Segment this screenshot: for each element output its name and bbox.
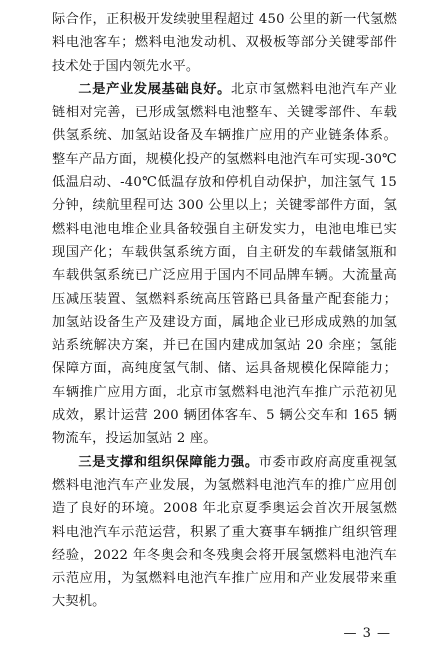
paragraph-2-lead: 二是产业发展基础良好。 <box>78 81 231 97</box>
page-number: — 3 — <box>343 626 391 641</box>
paragraph-3-text: 市委市政府高度重视氢燃料电池汽车产业发展，为氢燃料电池汽车的推广应用创造了良好的环境。2008 年北京夏季奥运会首次开展氢燃料电池汽车示范运营，积累了重大赛事车辆推广组织管理经验，2022 年冬奥会和冬残奥会将开展氢燃料电池汽车示范应用，为氢燃料电池汽车推广应用和产业发展带来重大契机。 <box>52 454 397 610</box>
paragraph-2-text: 北京市氢燃料电池汽车产业链相对完善，已形成氢燃料电池整车、关键零部件、车载供氢系统、加氢站设备及车辆推广应用的产业链条体系。整车产品方面，规模化投产的氢燃料电池汽车可实现-30℃低温启动、-40℃低温存放和停机自动保护，加注氢气 15 分钟，续航里程可达 300 公里以上；关键零部件方面，氢燃料电池电堆企业具备较强自主研发实力，电池电堆已实现国产化；车载供氢系统方面，自主研发的车载储氢瓶和车载供氢系统已广泛应用于国内不同品牌车辆。大流量高压减压装置、氢燃料系统高压管路已具备量产配套能力；加氢站设备生产及建设方面，属地企业已形成成熟的加氢站系统解决方案，并已在国内建成加氢站 20 余座；氢能保障方面，高纯度氢气制、储、运具备规模化保障能力；车辆推广应用方面，北京市氢燃料电池汽车推广示范初见成效，累计运营 200 辆团体客车、5 辆公交车和 165 辆物流车，投运加氢站 2 座。 <box>52 81 397 447</box>
paragraph-3-lead: 三是支撑和组织保障能力强。 <box>78 454 259 470</box>
paragraph-industry-foundation <box>52 78 397 451</box>
paragraph-1-continued <box>52 8 397 78</box>
document-body <box>52 8 397 614</box>
paragraph-1-text: 际合作，正积极开发续驶里程超过 450 公里的新一代氢燃料电池客车；燃料电池发动机、双极板等部分关键零部件技术处于国内领先水平。 <box>52 12 397 74</box>
paragraph-support-capability <box>52 451 397 614</box>
